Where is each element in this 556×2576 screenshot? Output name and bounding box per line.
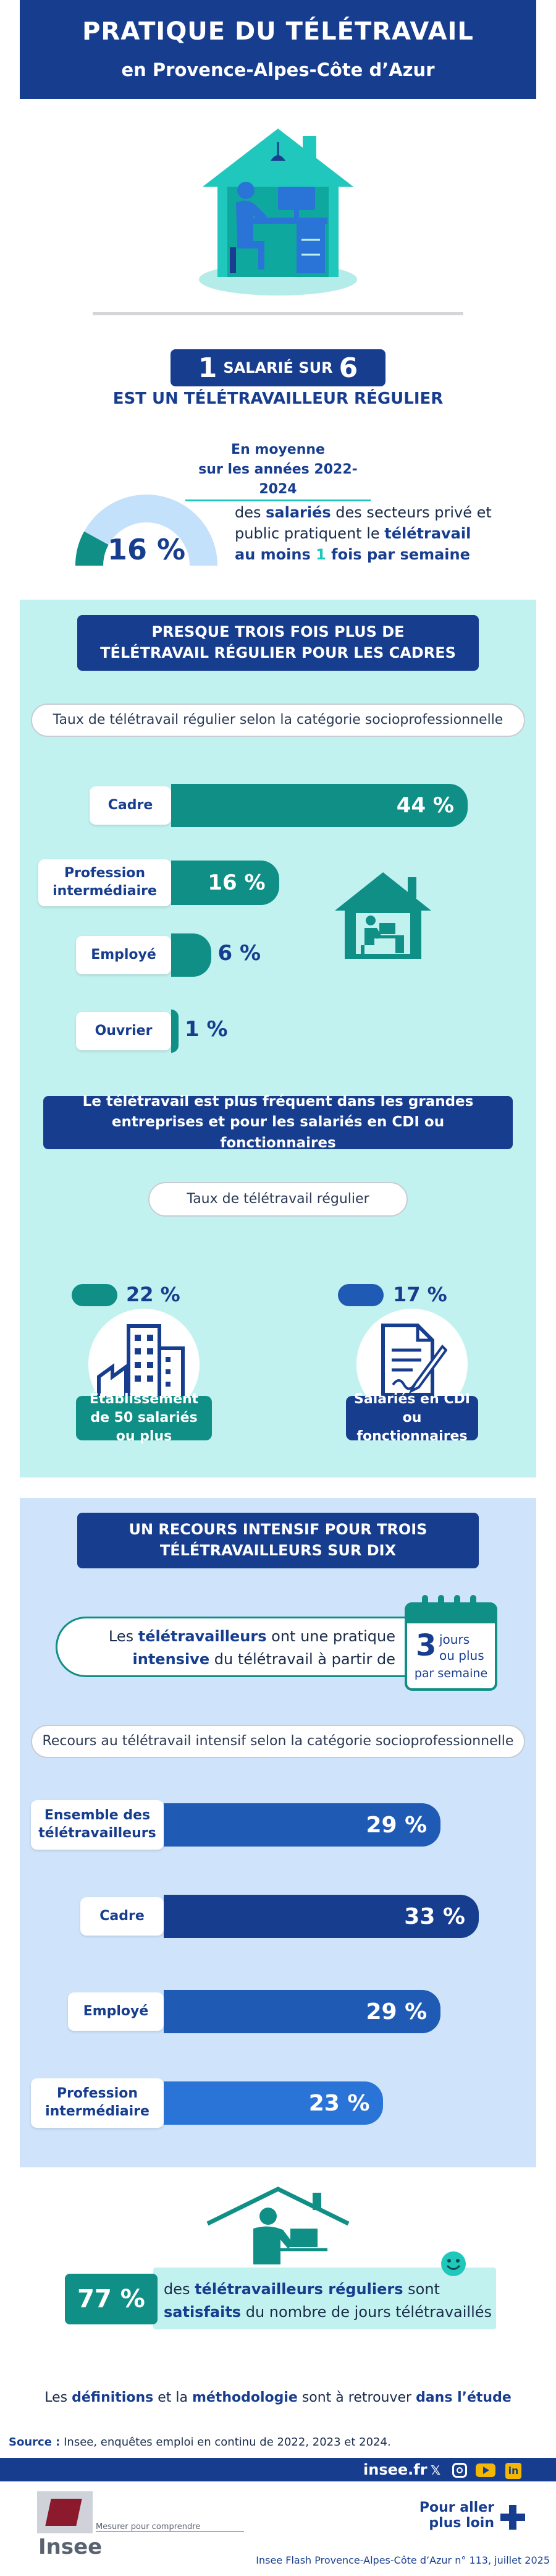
bar-label-cadre-intensif: Cadre (80, 1897, 164, 1936)
calendar-ring (438, 1595, 444, 1611)
bar-cadre: 44 % (171, 784, 468, 827)
hero-badge (171, 349, 385, 386)
calendar-ring (470, 1595, 476, 1611)
cadres-subtitle-2: Le télétravail est plus fréquent dans les grandes entreprises et pour les salariés en CDI ou fonctionnaires (43, 1096, 513, 1149)
house-worker-icon (334, 869, 432, 961)
cadres-subtitle: Taux de télétravail régulier selon la catégorie socioprofessionnelle (31, 704, 525, 737)
plus-icon[interactable] (500, 2505, 525, 2530)
stat-right-value: 17 % (393, 1283, 447, 1306)
calendar-header (405, 1602, 497, 1623)
x-icon[interactable]: 𝕏 (430, 2463, 441, 2478)
bar-profession-intermediaire: 16 % (171, 861, 279, 905)
cadres-section-title: PRESQUE TROIS FOIS PLUS DE TÉLÉTRAVAIL RÉGULIER POUR LES CADRES (77, 615, 479, 671)
calendar-text-3: par semaine (414, 1667, 488, 1680)
bar-label-ensemble: Ensemble des télétravailleurs (31, 1800, 164, 1850)
bar-ensemble: 29 % (164, 1803, 440, 1847)
youtube-icon[interactable] (476, 2463, 495, 2477)
bar-cadre-intensif: 33 % (164, 1895, 479, 1938)
bar-label-ouvrier: Ouvrier (76, 1012, 171, 1050)
badge-number: 1 (198, 352, 217, 384)
badge-number-2: 6 (339, 352, 358, 384)
publication-reference: Insee Flash Provence-Alpes-Côte d’Azur n° 113, juillet 2025 (256, 2554, 550, 2566)
calendar-icon (405, 1602, 497, 1691)
plus-horizontal (500, 2514, 525, 2521)
intensive-section-title: UN RECOURS INTENSIF POUR TROIS TÉLÉTRAVAILLEURS SUR DIX (77, 1513, 479, 1568)
footer-bar (0, 2458, 556, 2481)
stat-left-label: Établissement de 50 salariés ou plus (76, 1396, 212, 1440)
calendar-text-2: ou plus (439, 1648, 484, 1663)
bar-label-profession-intermediaire-intensif: Profession intermédiaire (31, 2078, 164, 2128)
bar-profession-intermediaire-intensif: 23 % (164, 2081, 383, 2125)
smile-icon (440, 2250, 467, 2277)
house-teleworker-illustration (185, 117, 371, 297)
stat-left-pill (72, 1284, 117, 1306)
page-subtitle: en Provence-Alpes-Côte d’Azur (121, 59, 435, 80)
youtube-play (483, 2467, 489, 2474)
bar-label-employe-intensif: Employé (68, 1992, 164, 2031)
satisfaction-text: des télétravailleurs réguliers sont satisfaits du nombre de jours télétravaillés (164, 2281, 492, 2321)
instagram-lens (457, 2467, 463, 2473)
more-info-link[interactable]: Pour aller plus loin (419, 2500, 494, 2531)
hero-headline: EST UN TÉLÉTRAVAILLEUR RÉGULIER (112, 389, 444, 408)
period-line-1: En moyenne (231, 442, 325, 457)
bar-value-employe: 6 % (217, 941, 261, 966)
definitions-note: Les définitions et la méthodologie sont à retrouver dans l’étude (44, 2390, 512, 2405)
hero-description: des salariés des secteurs privé et public pratiquent le télétravail au moins 1 fois par semaine (235, 504, 492, 564)
bar-label-cadre: Cadre (90, 786, 171, 825)
period-line-2: sur les années 2022-2024 (185, 460, 371, 501)
bar-employe (171, 933, 211, 977)
bar-label-profession-intermediaire: Profession intermédiaire (38, 859, 171, 906)
divider (93, 312, 463, 315)
stat-left-value: 22 % (126, 1283, 180, 1306)
satisfied-worker-icon (204, 2185, 352, 2266)
page-title: PRATIQUE DU TÉLÉTRAVAIL (82, 17, 474, 46)
insee-tagline: Mesurer pour comprendre (96, 2522, 244, 2532)
gauge-label: 16 % (107, 533, 186, 566)
calendar-ring (454, 1595, 460, 1611)
calendar-number: 3 (416, 1628, 437, 1663)
stat-right-label: Salariés en CDI ou fonctionnaires (346, 1396, 478, 1440)
insee-logo-mark (37, 2491, 93, 2533)
stat-right-pill (338, 1284, 384, 1306)
page-header (20, 0, 536, 99)
insee-logo-text: Insee (38, 2535, 103, 2559)
instagram-icon[interactable] (452, 2463, 467, 2478)
satisfaction-value: 77 % (65, 2274, 158, 2324)
intensive-callout-text: Les télétravailleurs ont une pratique intensive du télétravail à partir de (108, 1628, 395, 1668)
rate-label: Taux de télétravail régulier (148, 1182, 408, 1217)
contract-document-icon (378, 1322, 447, 1398)
site-link[interactable]: insee.fr (363, 2461, 428, 2478)
linkedin-icon[interactable]: in (505, 2463, 521, 2479)
badge-mid: SALARIÉ SUR (223, 359, 333, 376)
insee-logo-shape (45, 2499, 82, 2526)
intensive-subtitle: Recours au télétravail intensif selon la catégorie socioprofessionnelle (31, 1725, 525, 1758)
source-note: Source : Insee, enquêtes emploi en continu de 2022, 2023 et 2024. (9, 2436, 391, 2449)
calendar-ring (422, 1595, 428, 1611)
bar-value-ouvrier: 1 % (185, 1017, 228, 1042)
bar-label-employe: Employé (76, 936, 171, 974)
bar-employe-intensif: 29 % (164, 1990, 440, 2033)
bar-ouvrier (171, 1010, 179, 1053)
calendar-text-1: jours (439, 1632, 470, 1647)
